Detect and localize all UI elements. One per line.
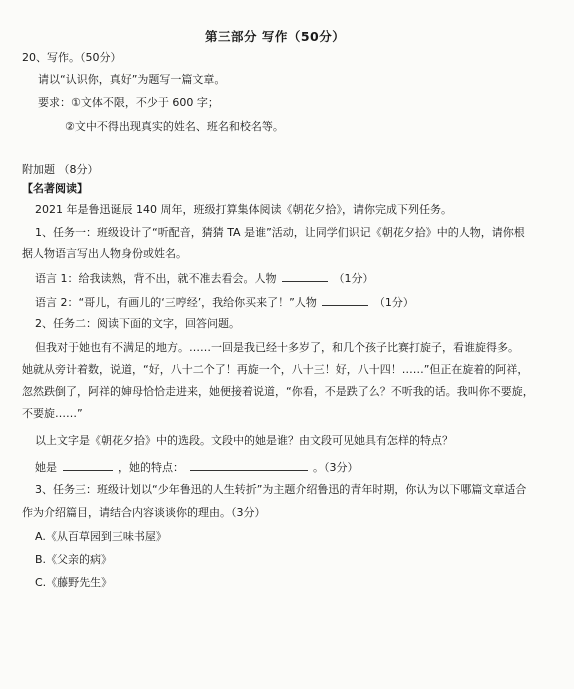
answer-score: 。（3分） bbox=[313, 461, 359, 474]
part3-title: 第三部分 写作（50分） bbox=[205, 29, 346, 44]
requirement-1: 要求：①文体不限，不少于 600 字； bbox=[38, 96, 219, 109]
question-2: 以上文字是《朝花夕拾》中的选段。文段中的她是谁？由文段可见她具有怎样的特点？ bbox=[35, 434, 453, 447]
speech-1-score: （1分） bbox=[333, 272, 374, 285]
intro-text: 2021 年是鲁迅诞辰 140 周年，班级打算集体阅读《朝花夕拾》，请你完成下列任务。 bbox=[35, 203, 452, 216]
answer-line bbox=[35, 459, 359, 475]
answer-trait-label: ，她的特点： bbox=[118, 461, 184, 474]
extra-title: 附加题 （8分） bbox=[22, 163, 99, 176]
speech-1 bbox=[35, 270, 374, 286]
speech-2 bbox=[35, 294, 414, 310]
passage-line-4: 不要旋……” bbox=[22, 407, 83, 420]
speech-2-text: 语言 2：“哥儿，有画儿的‘三哼经’，我给你买来了！”人物 bbox=[35, 296, 317, 309]
speech-2-answer-blank[interactable] bbox=[322, 294, 368, 306]
speech-1-text: 语言 1：给我读熟，背不出，就不准去看会。人物 bbox=[35, 272, 277, 285]
speech-2-score: （1分） bbox=[373, 296, 414, 309]
requirement-2: ②文中不得出现真实的姓名、班名和校名等。 bbox=[65, 120, 284, 133]
task1-line2: 据人物语言写出人物身份或姓名。 bbox=[22, 247, 187, 260]
passage-line-2: 她就从旁计着数，说道，“好，八十二个了！再旋一个，八十三！好，八十四！……”但正在旋着的阿祥， bbox=[22, 363, 529, 376]
section-heading: 【名著阅读】 bbox=[22, 182, 88, 195]
task3-line2: 作为介绍篇目，请结合内容谈谈你的理由。（3分） bbox=[22, 506, 266, 519]
q20-label: 20、写作。（50分） bbox=[22, 51, 122, 64]
option-a: A.《从百草园到三味书屋》 bbox=[35, 530, 167, 543]
answer-she-blank[interactable] bbox=[63, 459, 113, 471]
passage-line-1: 但我对于她也有不满足的地方。……一回是我已经十多岁了，和几个孩子比赛打旋子，看谁旋得多。 bbox=[35, 341, 519, 354]
task2-heading: 2、任务二：阅读下面的文字，回答问题。 bbox=[35, 317, 240, 330]
answer-trait-blank[interactable] bbox=[190, 459, 308, 471]
option-c: C.《藤野先生》 bbox=[35, 576, 113, 589]
option-b: B.《父亲的病》 bbox=[35, 553, 113, 566]
task1-line1: 1、任务一：班级设计了“听配音，猜猜 TA 是谁”活动，让同学们识记《朝花夕拾》中的人物，请你根 bbox=[35, 226, 525, 239]
speech-1-answer-blank[interactable] bbox=[282, 270, 328, 282]
passage-line-3: 忽然跌倒了，阿祥的婶母恰恰走进来，她便接着说道，“你看，不是跌了么？不听我的话。我叫你不要旋， bbox=[22, 385, 534, 398]
task3-line1: 3、任务三：班级计划以“少年鲁迅的人生转折”为主题介绍鲁迅的青年时期，你认为以下哪篇文章适合 bbox=[35, 483, 527, 496]
writing-prompt: 请以“认识你，真好”为题写一篇文章。 bbox=[38, 73, 226, 86]
answer-she-label: 她是 bbox=[35, 461, 57, 474]
